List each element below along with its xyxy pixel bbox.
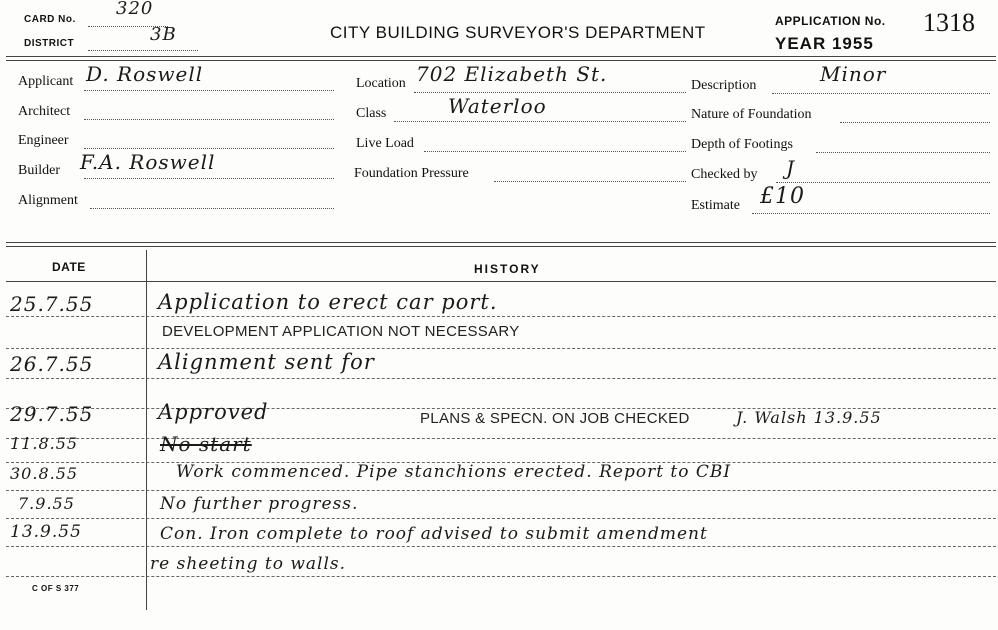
history-line	[6, 490, 996, 491]
history-entry: Con. Iron complete to roof advised to submit amendment	[160, 524, 708, 544]
history-date: 11.8.55	[10, 434, 79, 453]
history-line	[6, 316, 996, 317]
history-entry: Alignment sent for	[158, 350, 375, 374]
history-line	[6, 546, 996, 547]
live-load-rule	[424, 151, 686, 152]
estimate-value: £10	[760, 184, 805, 209]
history-entry: Work commenced. Pipe stanchions erected. Report to CBI	[176, 462, 732, 482]
builder-rule	[84, 178, 334, 179]
checked-by-value: J	[786, 156, 796, 180]
location-rule	[414, 92, 686, 93]
nature-of-foundation-rule	[840, 122, 990, 123]
history-line	[6, 518, 996, 519]
header-rule-bottom	[6, 60, 996, 61]
description-value: Minor	[820, 62, 887, 86]
checked-by-label: Checked by	[691, 167, 758, 182]
depth-of-footings-rule	[816, 152, 990, 153]
applicant-value: D. Roswell	[86, 62, 204, 86]
history-header: HISTORY	[474, 262, 541, 276]
history-date: 25.7.55	[10, 292, 94, 316]
applicant-rule	[84, 90, 334, 91]
district-label: DISTRICT	[24, 38, 75, 49]
history-line	[6, 576, 996, 577]
class-value: Waterloo	[448, 94, 547, 118]
checked-by-rule	[776, 182, 990, 183]
history-entry: No further progress.	[160, 494, 359, 514]
engineer-label: Engineer	[18, 133, 69, 148]
history-entry: re sheeting to walls.	[150, 554, 347, 574]
history-rule-bottom	[6, 246, 996, 247]
depth-of-footings-label: Depth of Footings	[691, 137, 793, 152]
form-code: C OF S 377	[32, 584, 80, 593]
description-label: Description	[691, 78, 757, 93]
department-title: CITY BUILDING SURVEYOR'S DEPARTMENT	[330, 23, 706, 42]
builder-value: F.A. Roswell	[80, 150, 216, 174]
history-entry: No start	[160, 432, 252, 456]
application-no-value: 1318	[923, 8, 975, 37]
class-rule	[394, 121, 686, 122]
history-date: 7.9.55	[18, 494, 75, 513]
history-line	[6, 378, 996, 379]
architect-label: Architect	[18, 104, 71, 119]
estimate-rule	[752, 213, 990, 214]
estimate-label: Estimate	[691, 198, 740, 213]
header-rule-top	[6, 56, 996, 57]
card-no-label: CARD No.	[24, 14, 76, 25]
date-column-divider	[146, 250, 147, 610]
history-line	[6, 348, 996, 349]
district-rule	[88, 50, 198, 51]
live-load-label: Live Load	[356, 136, 414, 151]
date-header: DATE	[52, 260, 86, 274]
applicant-label: Applicant	[18, 74, 74, 89]
application-no-label: APPLICATION No.	[775, 14, 886, 28]
history-line	[6, 438, 996, 439]
history-stamp: PLANS & SPECN. ON JOB CHECKED	[420, 410, 690, 427]
alignment-rule	[90, 208, 334, 209]
foundation-pressure-rule	[494, 181, 686, 182]
location-value: 702 Elizabeth St.	[416, 62, 608, 86]
history-date: 13.9.55	[10, 522, 82, 542]
year-label: YEAR 1955	[775, 34, 874, 53]
builder-label: Builder	[18, 163, 60, 178]
history-rule-top	[6, 242, 996, 243]
history-entry: Approved	[158, 400, 269, 424]
card-no-value: 320	[116, 0, 154, 19]
history-date: 29.7.55	[10, 402, 94, 426]
checked-signature: J. Walsh 13.9.55	[736, 408, 882, 427]
location-label: Location	[356, 76, 406, 91]
history-header-rule	[6, 281, 996, 282]
architect-rule	[84, 119, 334, 120]
engineer-rule	[84, 148, 334, 149]
history-date: 30.8.55	[10, 464, 79, 483]
history-stamp: DEVELOPMENT APPLICATION NOT NECESSARY	[162, 323, 520, 340]
alignment-label: Alignment	[18, 193, 78, 208]
history-date: 26.7.55	[10, 352, 94, 376]
district-value: 3B	[150, 24, 177, 45]
description-rule	[772, 93, 990, 94]
nature-of-foundation-label: Nature of Foundation	[691, 107, 812, 122]
history-entry: Application to erect car port.	[158, 290, 498, 314]
class-label: Class	[356, 106, 387, 121]
foundation-pressure-label: Foundation Pressure	[354, 166, 469, 181]
